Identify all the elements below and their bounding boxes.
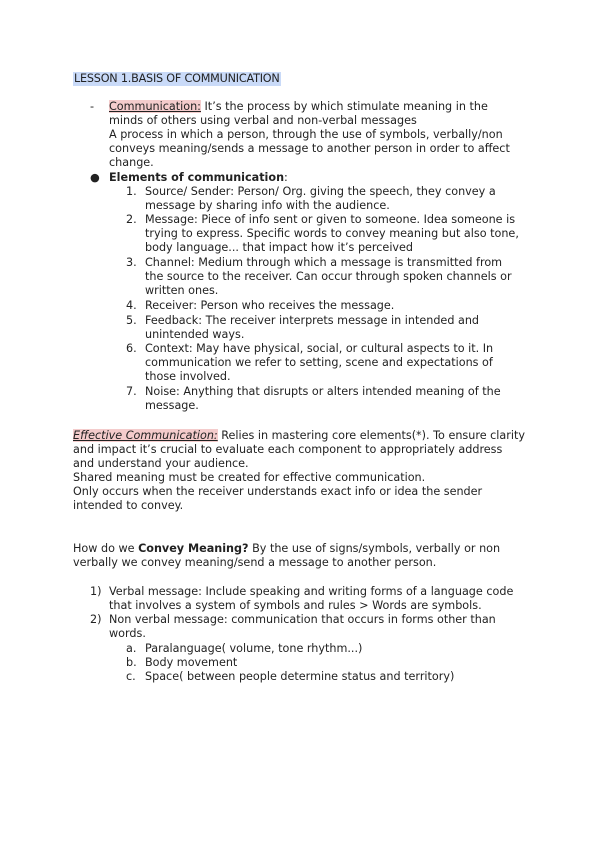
paragraph-text: Only occurs when the receiver understands exact info or idea the sender <box>73 485 483 498</box>
paragraph-text: and impact it’s crucial to evaluate each component to appropriately address <box>73 443 503 456</box>
bullet-icon: ● <box>90 171 100 184</box>
paragraph-text: intended to convey. <box>73 499 184 512</box>
list-number: 6. <box>126 342 137 355</box>
paragraph-text: and understand your audience. <box>73 457 249 470</box>
elements-label: Elements of communication <box>109 171 285 184</box>
paragraph-text: How do we <box>73 542 139 555</box>
list-text: communication we refer to setting, scene and expectations of <box>145 356 493 369</box>
list-text: message. <box>145 399 199 412</box>
elements-colon: : <box>284 171 288 184</box>
list-text: Body movement <box>145 656 238 669</box>
list-text: Receiver: Person who receives the message. <box>145 299 395 312</box>
effective-communication-paragraph <box>73 429 533 513</box>
paragraph-text: By the use of signs/symbols, verbally or non <box>248 542 501 555</box>
list-number: 7. <box>126 385 137 398</box>
list-text: message by sharing info with the audience. <box>145 199 390 212</box>
list-text: Noise: Anything that disrupts or alters intended meaning of the <box>145 385 501 398</box>
list-letter: a. <box>126 642 137 655</box>
communication-def-line: It’s the process by which stimulate meaning in the <box>200 100 488 113</box>
list-number: 1) <box>90 585 102 598</box>
list-text: the source to the receiver. Can occur through spoken channels or <box>145 270 512 283</box>
communication-def-line: minds of others using verbal and non-verbal messages <box>109 114 417 127</box>
list-text: Source/ Sender: Person/ Org. giving the speech, they convey a <box>145 185 496 198</box>
list-text: that involves a system of symbols and rules > Words are symbols. <box>109 599 482 612</box>
list-letter: c. <box>126 670 136 683</box>
communication-def-line: change. <box>109 156 154 169</box>
communication-term: Communication: <box>109 100 201 113</box>
dash-marker: - <box>90 100 95 113</box>
paragraph-text: Shared meaning must be created for effective communication. <box>73 471 426 484</box>
communication-def-line: A process in which a person, through the use of symbols, verbally/non <box>109 128 503 141</box>
list-number: 3. <box>126 256 137 269</box>
list-text: Feedback: The receiver interprets message in intended and <box>145 314 480 327</box>
convey-meaning-term: Convey Meaning? <box>138 542 249 555</box>
paragraph-text: Relies in mastering core elements(*). To ensure clarity <box>217 429 525 442</box>
list-text: Message: Piece of info sent or given to someone. Idea someone is <box>145 213 516 226</box>
list-number: 4. <box>126 299 137 312</box>
list-text: written ones. <box>145 284 219 297</box>
list-text: trying to express. Specific words to convey meaning but also tone, <box>145 227 519 240</box>
communication-def-line: conveys meaning/sends a message to another person in order to affect <box>109 142 510 155</box>
effective-communication-term: Effective Communication: <box>73 429 218 442</box>
list-text: Context: May have physical, social, or cultural aspects to it. In <box>145 342 494 355</box>
list-text: Paralanguage( volume, tone rhythm...) <box>145 642 363 655</box>
convey-meaning-paragraph <box>73 542 533 570</box>
list-text: words. <box>109 627 146 640</box>
list-number: 5. <box>126 314 137 327</box>
list-text: unintended ways. <box>145 328 245 341</box>
lesson-title: LESSON 1.BASIS OF COMMUNICATION <box>74 72 280 85</box>
list-text: Channel: Medium through which a message is transmitted from <box>145 256 503 269</box>
list-number: 1. <box>126 185 137 198</box>
list-text: body language... that impact how it’s perceived <box>145 241 414 254</box>
list-text: Verbal message: Include speaking and writing forms of a language code <box>109 585 514 598</box>
list-number: 2. <box>126 213 137 226</box>
list-text: those involved. <box>145 370 231 383</box>
list-letter: b. <box>126 656 137 669</box>
list-number: 2) <box>90 613 102 626</box>
paragraph-text: verbally we convey meaning/send a message to another person. <box>73 556 437 569</box>
list-text: Space( between people determine status and territory) <box>145 670 455 683</box>
list-text: Non verbal message: communication that occurs in forms other than <box>109 613 496 626</box>
